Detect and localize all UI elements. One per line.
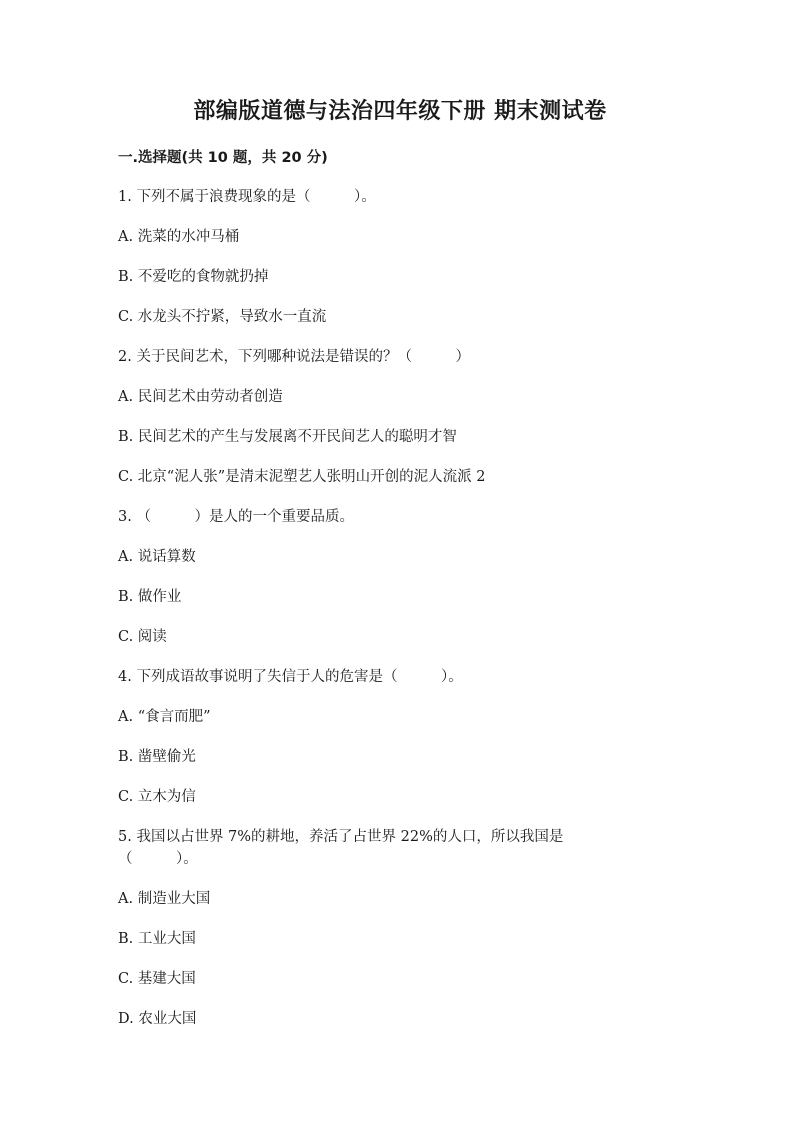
question-3-option-b: B. 做作业 (118, 589, 182, 605)
question-2-option-c: C. 北京“泥人张”是清末泥塑艺人张明山开创的泥人流派 2 (118, 469, 486, 485)
question-stem-4: 4. 下列成语故事说明了失信于人的危害是（ ）。 (118, 669, 463, 685)
question-3-option-a: A. 说话算数 (118, 549, 196, 565)
question-stem-5 (118, 826, 718, 870)
question-5-option-c: C. 基建大国 (118, 971, 196, 987)
question-stem-2: 2. 关于民间艺术，下列哪种说法是错误的？（ ） (118, 349, 470, 365)
question-1-option-a: A. 洗菜的水冲马桶 (118, 229, 240, 245)
section-heading: 一.选择题(共 10 题，共 20 分) (118, 150, 328, 166)
question-list (118, 186, 718, 1048)
question-4-option-a: A. “食言而肥” (118, 709, 211, 725)
page-title: 部编版道德与法治四年级下册 期末测试卷 (193, 99, 607, 124)
question-4-option-b: B. 凿壁偷光 (118, 749, 196, 765)
question-2-option-b: B. 民间艺术的产生与发展离不开民间艺人的聪明才智 (118, 429, 457, 445)
question-stem-5-line-2: （ ）。 (118, 851, 198, 867)
question-2-option-a: A. 民间艺术由劳动者创造 (118, 389, 283, 405)
question-4-option-c: C. 立木为信 (118, 789, 196, 805)
question-stem-1: 1. 下列不属于浪费现象的是（ ）。 (118, 189, 376, 205)
question-5-option-b: B. 工业大国 (118, 931, 196, 947)
question-stem-5-line-1: 5. 我国以占世界 7%的耕地，养活了占世界 22%的人口，所以我国是 (118, 829, 564, 845)
question-3-option-c: C. 阅读 (118, 629, 167, 645)
question-stem-3: 3. （ ）是人的一个重要品质。 (118, 509, 354, 525)
question-1-option-c: C. 水龙头不拧紧，导致水一直流 (118, 309, 327, 325)
question-5-option-d: D. 农业大国 (118, 1011, 197, 1027)
question-1-option-b: B. 不爱吃的食物就扔掉 (118, 269, 269, 285)
question-5-option-a: A. 制造业大国 (118, 891, 211, 907)
